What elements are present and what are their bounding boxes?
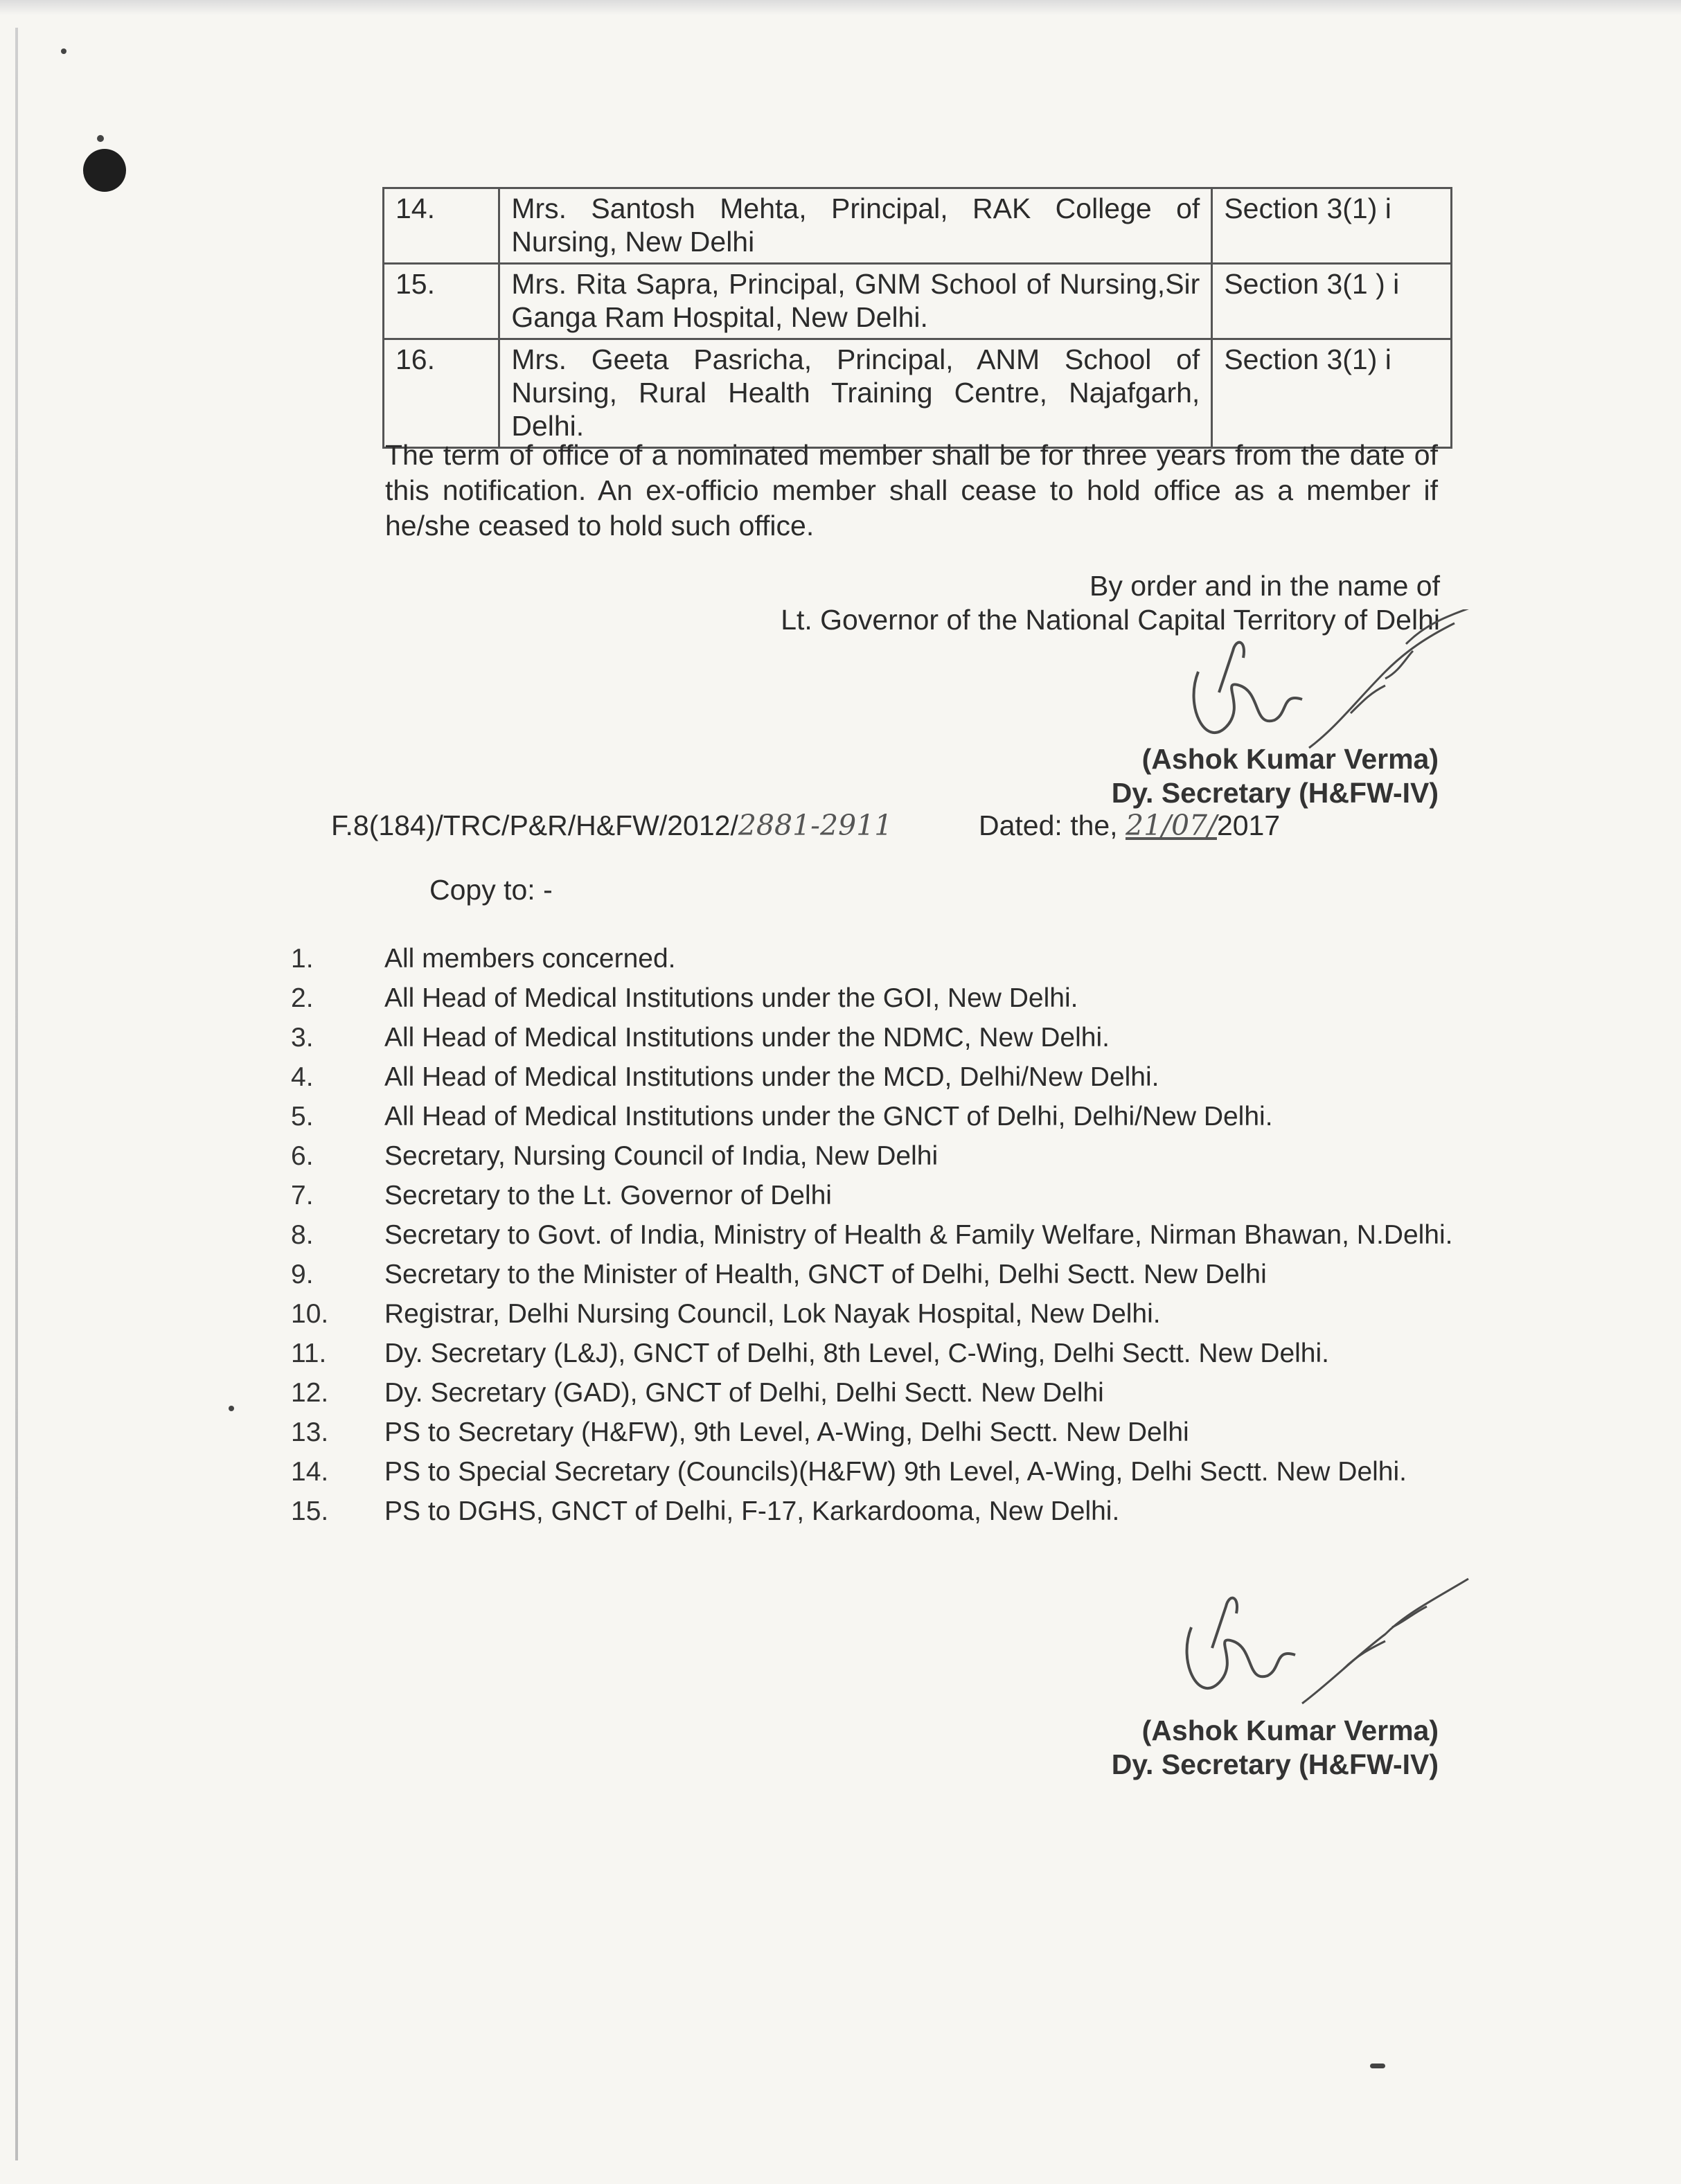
copy-to-label: Copy to: - <box>429 874 553 906</box>
copy-item-text: Secretary, Nursing Council of India, New Delhi <box>384 1141 939 1171</box>
member-row <box>384 339 1452 448</box>
copy-item-number: 7. <box>291 1181 314 1210</box>
copy-list-item <box>291 1452 1468 1492</box>
copy-item-number: 14. <box>291 1457 329 1487</box>
signatory-block-2 <box>1112 1714 1439 1782</box>
copy-item-text: All Head of Medical Institutions under the NDMC, New Delhi. <box>384 1023 1110 1053</box>
copy-item-text: Dy. Secretary (L&J), GNCT of Delhi, 8th Level, C-Wing, Delhi Sectt. New Delhi. <box>384 1339 1329 1368</box>
scan-speck <box>61 48 66 54</box>
copy-item-text: All Head of Medical Institutions under the MCD, Delhi/New Delhi. <box>384 1062 1159 1092</box>
member-name: Mrs. Geeta Pasricha, Principal, ANM School of Nursing, Rural Health Training Centre, Najafgarh, Delhi. <box>499 339 1212 448</box>
member-number: 14. <box>384 188 499 264</box>
copy-list-item <box>291 1215 1468 1255</box>
copy-item-text: All members concerned. <box>384 944 676 974</box>
signatory-block-1 <box>1112 742 1439 810</box>
copy-item-number: 11. <box>291 1339 327 1368</box>
signatory-name: (Ashok Kumar Verma) <box>1141 1715 1439 1746</box>
copy-item-number: 5. <box>291 1102 314 1131</box>
copy-item-number: 10. <box>291 1299 329 1329</box>
dated-label: Dated: the, <box>979 809 1118 841</box>
copy-list-item <box>291 1255 1468 1294</box>
copy-list-item <box>291 1176 1468 1215</box>
copy-item-number: 2. <box>291 983 314 1013</box>
dated-year: 2017 <box>1216 809 1281 841</box>
member-row <box>384 188 1452 264</box>
member-number: 16. <box>384 339 499 448</box>
copy-list <box>291 939 1468 1531</box>
copy-list-item <box>291 1294 1468 1334</box>
copy-item-text: Secretary to the Minister of Health, GNCT of Delhi, Delhi Sectt. New Delhi <box>384 1260 1267 1289</box>
signatory-name: (Ashok Kumar Verma) <box>1141 743 1439 775</box>
member-number: 15. <box>384 264 499 339</box>
copy-item-text: All Head of Medical Institutions under the GOI, New Delhi. <box>384 983 1078 1013</box>
copy-list-item <box>291 1373 1468 1413</box>
term-paragraph: The term of office of a nominated member shall be for three years from the date of this notification. An ex-officio member shall cease to hold office as a member if he/she ceased to hold such office. <box>385 439 1438 541</box>
signatory-designation: Dy. Secretary (H&FW-IV) <box>1111 777 1439 809</box>
copy-item-text: PS to DGHS, GNCT of Delhi, F-17, Karkardooma, New Delhi. <box>384 1496 1120 1526</box>
dated-handwritten: 21/07/ <box>1125 809 1217 842</box>
copy-item-text: PS to Special Secretary (Councils)(H&FW) 9th Level, A-Wing, Delhi Sectt. New Delhi. <box>384 1457 1407 1487</box>
signatory-designation: Dy. Secretary (H&FW-IV) <box>1111 1748 1439 1780</box>
copy-list-item <box>291 1057 1468 1097</box>
member-name: Mrs. Rita Sapra, Principal, GNM School of Nursing,Sir Ganga Ram Hospital, New Delhi. <box>499 264 1212 339</box>
copy-item-text: PS to Secretary (H&FW), 9th Level, A-Wing, Delhi Sectt. New Delhi <box>384 1417 1189 1447</box>
copy-item-number: 13. <box>291 1417 329 1447</box>
scan-speck <box>1370 2064 1385 2068</box>
file-reference <box>331 809 892 842</box>
member-row <box>384 264 1452 339</box>
scan-left-edge <box>15 28 18 2160</box>
file-number: F.8(184)/TRC/P&R/H&FW/2012/ <box>331 809 738 841</box>
copy-item-number: 3. <box>291 1023 314 1053</box>
file-number-handwritten: 2881-2911 <box>738 809 893 842</box>
scan-speck <box>97 135 104 142</box>
copy-item-text: Secretary to the Lt. Governor of Delhi <box>384 1181 832 1210</box>
dated-line <box>979 809 1280 842</box>
copy-item-number: 15. <box>291 1496 329 1526</box>
copy-item-number: 12. <box>291 1378 329 1408</box>
member-section: Section 3(1 ) i <box>1212 264 1452 339</box>
copy-list-item <box>291 978 1468 1018</box>
copy-item-number: 9. <box>291 1260 314 1289</box>
copy-list-item <box>291 1097 1468 1136</box>
signature-2 <box>1164 1572 1482 1731</box>
member-section: Section 3(1) i <box>1212 188 1452 264</box>
member-section: Section 3(1) i <box>1212 339 1452 448</box>
copy-item-number: 6. <box>291 1141 314 1171</box>
members-table <box>382 187 1452 449</box>
copy-item-number: 8. <box>291 1220 314 1250</box>
copy-item-text: All Head of Medical Institutions under the GNCT of Delhi, Delhi/New Delhi. <box>384 1102 1273 1131</box>
scan-top-shadow <box>0 0 1681 15</box>
copy-list-item <box>291 1413 1468 1452</box>
copy-item-text: Dy. Secretary (GAD), GNCT of Delhi, Delhi Sectt. New Delhi <box>384 1378 1104 1408</box>
punch-hole <box>83 149 126 192</box>
copy-item-text: Secretary to Govt. of India, Ministry of Health & Family Welfare, Nirman Bhawan, N.Delhi. <box>384 1220 1453 1250</box>
member-name: Mrs. Santosh Mehta, Principal, RAK College of Nursing, New Delhi <box>499 188 1212 264</box>
copy-list-item <box>291 1492 1468 1531</box>
order-line-2: Lt. Governor of the National Capital Territory of Delhi <box>781 604 1440 636</box>
copy-list-item <box>291 939 1468 978</box>
copy-list-item <box>291 1334 1468 1373</box>
copy-item-text: Registrar, Delhi Nursing Council, Lok Nayak Hospital, New Delhi. <box>384 1299 1161 1329</box>
order-line-1: By order and in the name of <box>1089 570 1440 602</box>
copy-list-item <box>291 1018 1468 1057</box>
copy-list-item <box>291 1136 1468 1176</box>
copy-item-number: 4. <box>291 1062 314 1092</box>
copy-item-number: 1. <box>291 944 314 974</box>
scan-speck <box>229 1406 234 1411</box>
